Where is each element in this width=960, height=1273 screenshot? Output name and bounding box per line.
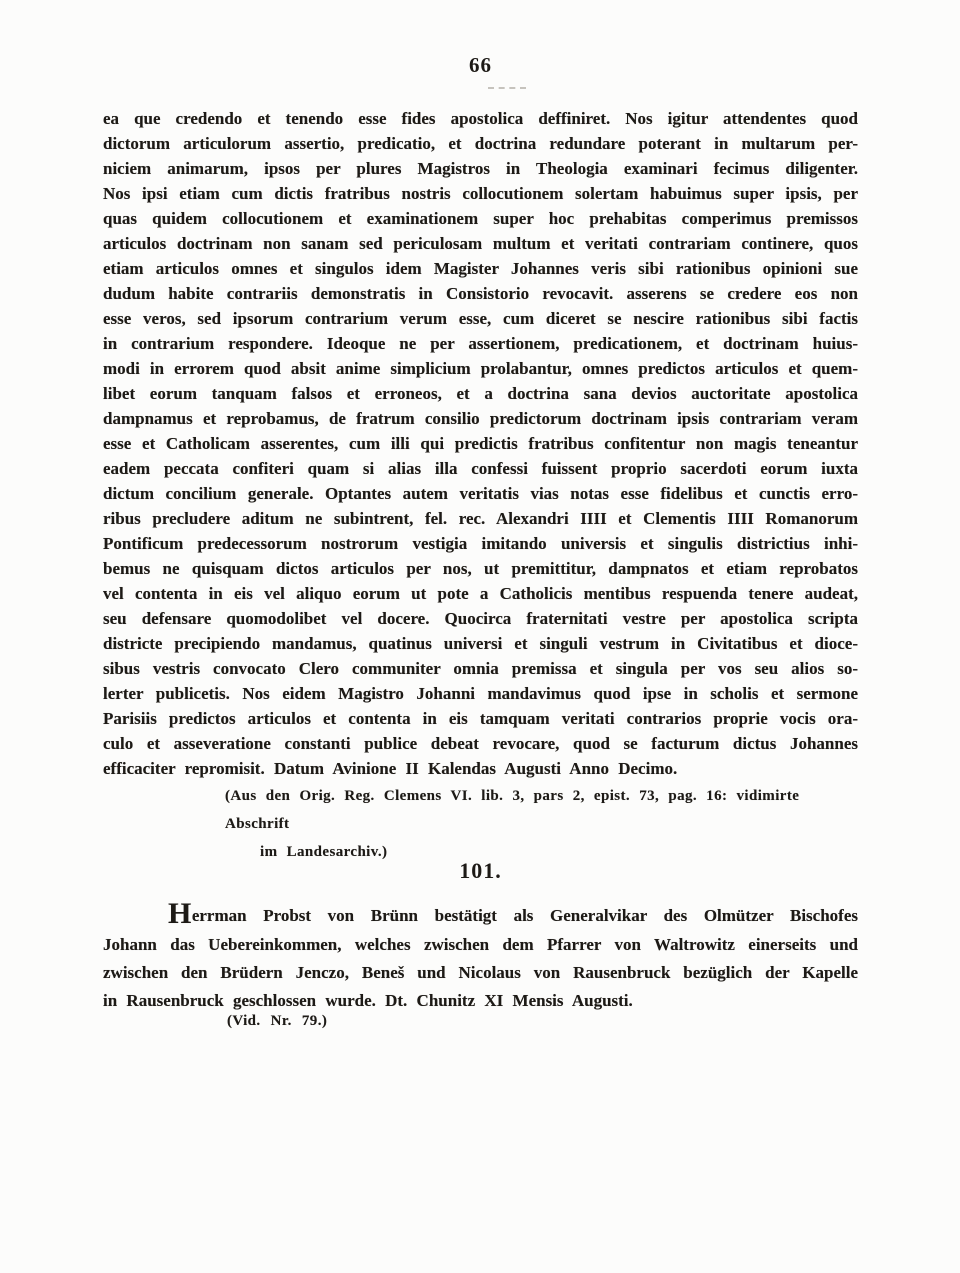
entry-number-heading: 101. [459, 858, 502, 883]
german-summary-line: Johann das Uebereinkommen, welches zwischen dem Pfarrer von Waltrowitz einerseits und [103, 935, 858, 954]
latin-text-line: ea que credendo et tenendo esse fides apostolica deffiniret. Nos igitur attendentes quod [103, 109, 858, 128]
latin-text-line: dudum habite contrariis demonstratis in Consistorio revocavit. asserens se credere eos non [103, 284, 858, 303]
latin-text-line: seu defensare quomodolibet vel docere. Quocirca fraternitati vestre per apostolica scripta [103, 609, 858, 628]
latin-text-line: dictorum articulorum assertio, predicatio, et doctrina redundare poterant in multarum per- [103, 134, 858, 153]
latin-text-line: libet eorum tanquam falsos et erroneos, et a doctrina sana devios auctoritate apostolica [103, 384, 858, 403]
latin-text-line: vel contenta in eis vel aliquo eorum ut pote a Catholicis mentibus respuenda tenere audeat, [103, 584, 858, 603]
latin-text-line: Nos ipsi etiam cum dictis fratribus nostris collocutionem solertam habuimus super ipsis, per [103, 184, 858, 203]
latin-text-line: Parisiis predictos articulos et contenta in eis tamquam veritati contrarios proprie vocis ora- [103, 709, 858, 728]
latin-text-line: sibus vestris convocato Clero communiter omnia premissa et singula per vos seu alios so- [103, 659, 858, 678]
latin-text-line: lerter publicetis. Nos eidem Magistro Johanni mandavimus quod ipse in scholis et sermone [103, 684, 858, 703]
latin-text-line: efficaciter repromisit. Datum Avinione II Kalendas Augusti Anno Decimo. [103, 759, 678, 778]
latin-charter-paragraph [103, 106, 858, 781]
latin-text-line: dictum concilium generale. Optantes autem veritatis vias notas esse fidelibus et cunctis erro- [103, 484, 858, 503]
latin-text-line: articulos doctrinam non sanam sed periculosam multum et veritati contrariam continere, quos [103, 234, 858, 253]
initial-capital: H [168, 897, 192, 930]
latin-text-line: quas quidem collocutionem et examinationem super hoc prehabitas comperimus premissos [103, 209, 858, 228]
reference-note: (Vid. Nr. 79.) [227, 1013, 328, 1029]
german-summary-line: in Rausenbruck geschlossen wurde. Dt. Chunitz XI Mensis Augusti. [103, 991, 633, 1010]
german-summary-line-text: errman Probst von Brünn bestätigt als Generalvikar des Olmützer Bischofes [191, 906, 858, 925]
latin-text-line: in contrarium respondere. Ideoque ne per assertionem, predicationem, et doctrinam huius- [103, 334, 858, 353]
latin-text-line: niciem animarum, ipsos per plures Magistros in Theologia examinari fecimus diligenter. [103, 159, 858, 178]
latin-text-line: etiam articulos omnes et singulos idem Magister Johannes veris sibi rationibus opinioni sue [103, 259, 858, 278]
latin-text-line: culo et asseveratione constanti publice debeat revocare, quod se facturum dictus Johannes [103, 734, 858, 753]
latin-text-line: dampnamus et reprobamus, de fratrum consilio predictorum doctrinam ipsis contrariam veram [103, 409, 858, 428]
text-block [103, 0, 858, 1273]
german-summary-line: zwischen den Brüdern Jenczo, Beneš und Nicolaus von Rausenbruck bezüglich der Kapelle [103, 963, 858, 982]
latin-text-line: modi in errorem quod absit anime simplicium prolabantur, omnes predictos articulos et quem- [103, 359, 858, 378]
page-number-rule [488, 87, 526, 89]
latin-text-line: Pontificum predecessorum nostrorum vestigia imitando universis et singulis districtius inhi- [103, 534, 858, 553]
latin-text-line: eadem peccata confiteri quam si alias illa confessi fuissent proprio sacerdoti eorum iuxta [103, 459, 858, 478]
source-citation-line: (Aus den Orig. Reg. Clemens VI. lib. 3, pars 2, epist. 73, pag. 16: vidimirte Abschrift [225, 788, 800, 832]
latin-text-line: districte precipiendo mandamus, quatinus universi et singuli vestrum in Civitatibus et dioce- [103, 634, 858, 653]
source-citation [225, 782, 858, 866]
german-summary-line [103, 897, 858, 931]
source-citation-line: im Landesarchiv.) [260, 844, 388, 860]
latin-text-line: ribus precludere aditum ne subintrent, fel. rec. Alexandri IIII et Clementis IIII Romanorum [103, 509, 858, 528]
latin-text-line: esse veros, sed ipsorum contrarium verum esse, cum diceret se nescire rationibus sibi factis [103, 309, 858, 328]
german-summary-paragraph [103, 897, 858, 1015]
latin-text-line: bemus ne quisquam dictos articulos per nos, ut premittitur, dampnatos et etiam reprobatos [103, 559, 858, 578]
page-number: 66 [469, 53, 492, 77]
latin-text-line: esse et Catholicam asserentes, cum illi qui predictis fratribus confitentur non magis teneantur [103, 434, 858, 453]
